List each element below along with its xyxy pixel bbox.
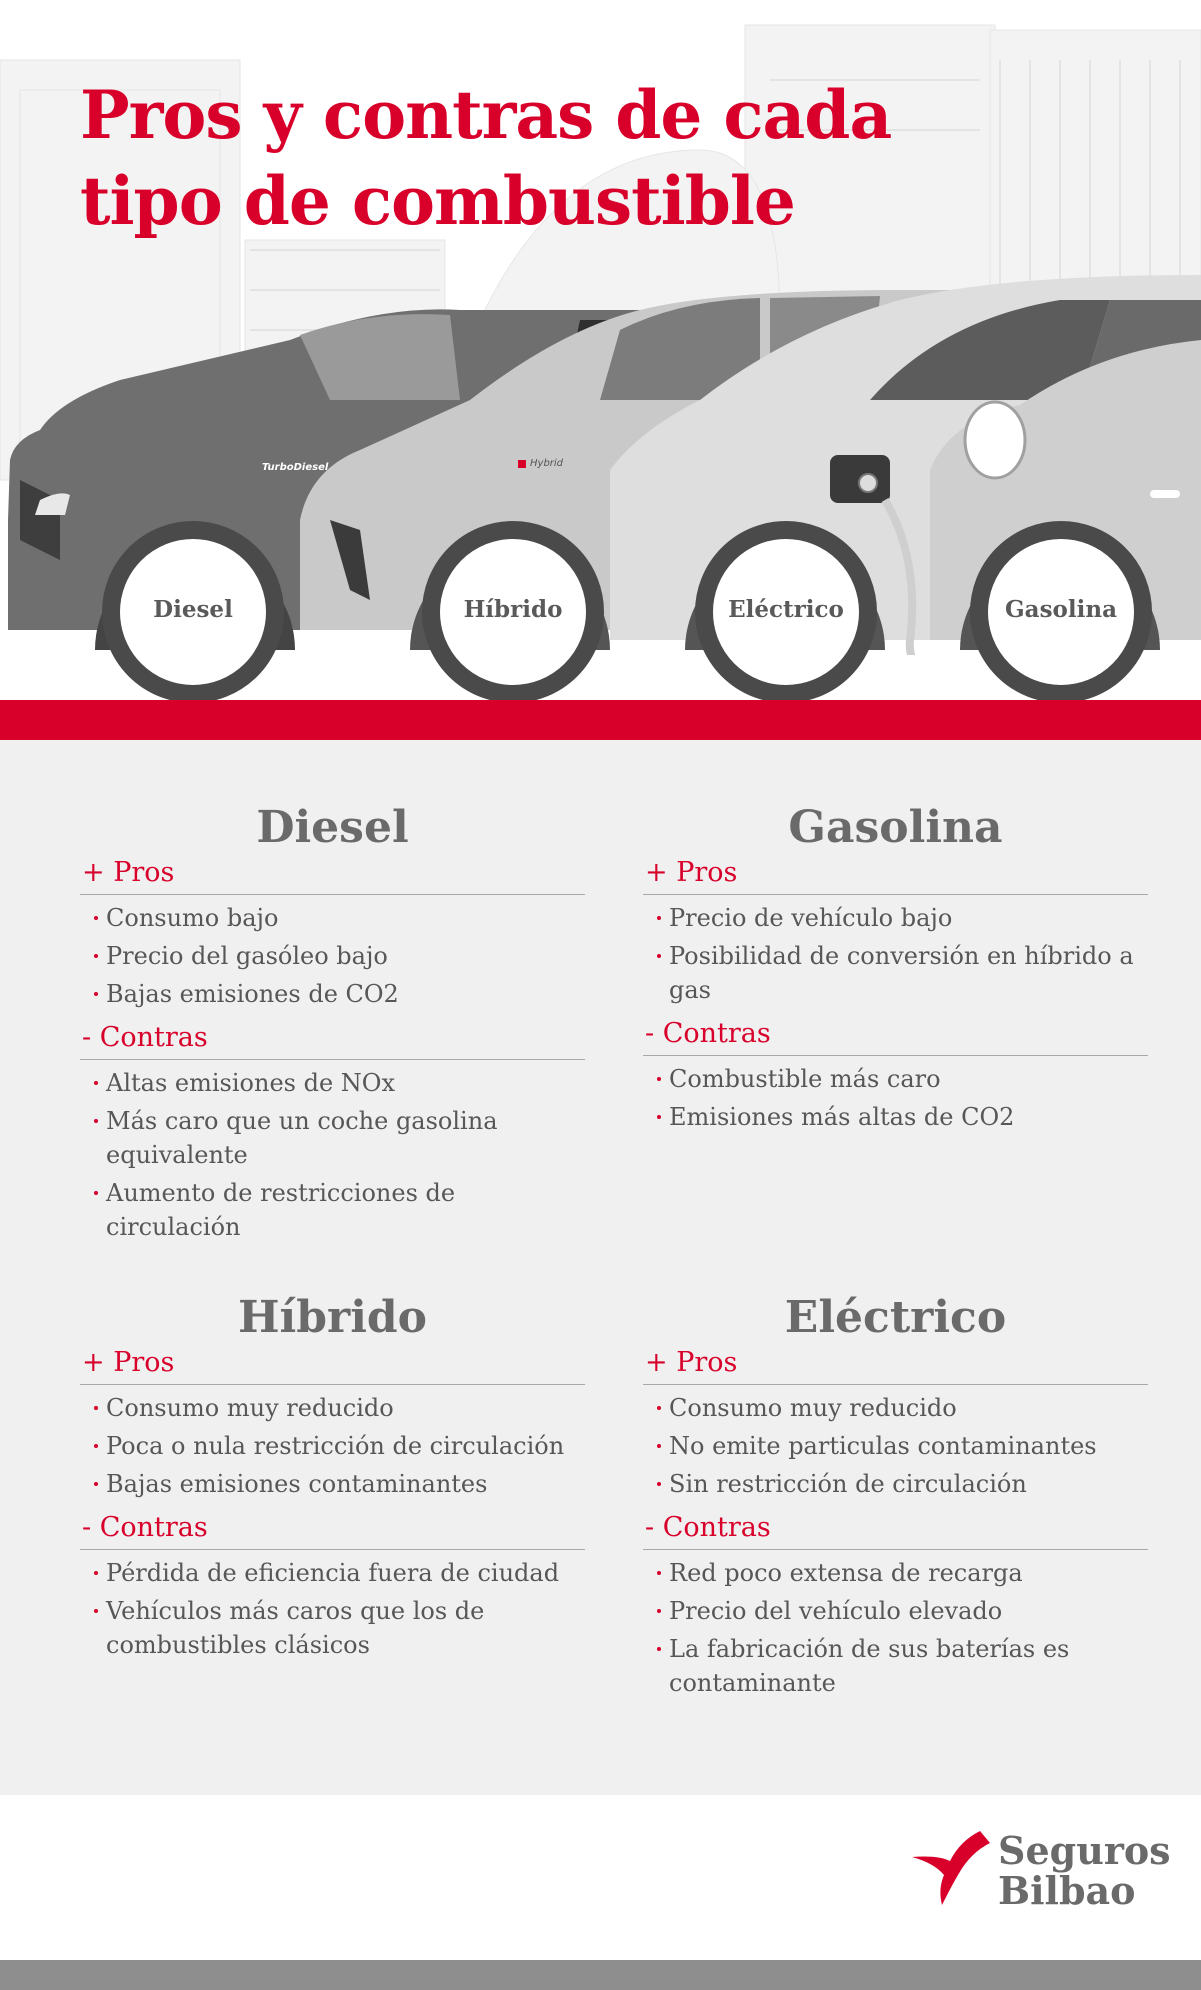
list-item: Combustible más caro [655,1062,1148,1096]
contras-list [80,1556,585,1662]
pros-heading: + Pros [643,856,1148,895]
contras-heading: - Contras [80,1021,585,1060]
pros-list [80,1391,585,1501]
contras-heading: - Contras [80,1511,585,1550]
list-item: Bajas emisiones contaminantes [92,1467,585,1501]
hero-illustration [0,0,1201,700]
bottom-bar [0,1960,1201,1990]
contras-heading: - Contras [643,1017,1148,1056]
pros-heading: + Pros [80,856,585,895]
card-title: Híbrido [237,1292,428,1343]
list-item: Precio del vehículo elevado [655,1594,1148,1628]
list-item: Red poco extensa de recarga [655,1556,1148,1590]
brand-logo-text [998,1828,1171,1913]
card-hibrido [80,1290,585,1666]
pros-list [80,901,585,1011]
pros-list [643,1391,1148,1501]
list-item: Altas emisiones de NOx [92,1066,585,1100]
brand-line-1: Seguros [998,1828,1171,1873]
list-item: Bajas emisiones de CO2 [92,977,585,1011]
list-item: Pérdida de eficiencia fuera de ciudad [92,1556,585,1590]
title-line-1: Pros y contras de cada [80,76,892,154]
list-item: No emite particulas contaminantes [655,1429,1148,1463]
seguros-bilbao-logo-icon [908,1827,990,1907]
list-item: Sin restricción de circulación [655,1467,1148,1501]
list-item: Consumo muy reducido [92,1391,585,1425]
comparison-panel [0,740,1201,1795]
list-item: Aumento de restricciones de circulación [92,1176,585,1244]
wheel-label-diesel: Diesel [153,596,233,623]
card-title: Diesel [256,802,409,853]
wheel-label-electrico: Eléctrico [728,596,844,623]
list-item: Emisiones más altas de CO2 [655,1100,1148,1134]
pros-heading: + Pros [80,1346,585,1385]
list-item: Vehículos más caros que los de combustibles clásicos [92,1594,585,1662]
turbodiesel-badge: TurboDiesel [262,462,329,473]
hybrid-badge: Hybrid [530,458,564,469]
pros-list [643,901,1148,1007]
card-diesel [80,800,585,1248]
list-item: Posibilidad de conversión en híbrido a gas [655,939,1148,1007]
list-item: Poca o nula restricción de circulación [92,1429,585,1463]
page-title [80,72,891,244]
card-gasolina [643,800,1148,1138]
list-item: Precio del gasóleo bajo [92,939,585,973]
list-item: Precio de vehículo bajo [655,901,1148,935]
wheel-label-hibrido: Híbrido [463,596,563,623]
red-divider [0,700,1201,740]
card-title: Eléctrico [784,1292,1007,1343]
list-item: La fabricación de sus baterías es contaminante [655,1632,1148,1700]
footer [0,1795,1201,1960]
contras-heading: - Contras [643,1511,1148,1550]
wheel-label-gasolina: Gasolina [1005,596,1117,623]
title-line-2: tipo de combustible [80,162,795,240]
contras-list [643,1556,1148,1700]
brand-line-2: Bilbao [998,1868,1136,1913]
list-item: Consumo bajo [92,901,585,935]
list-item: Más caro que un coche gasolina equivalente [92,1104,585,1172]
contras-list [80,1066,585,1244]
contras-list [643,1062,1148,1134]
card-electrico [643,1290,1148,1704]
card-title: Gasolina [788,802,1003,853]
pros-heading: + Pros [643,1346,1148,1385]
list-item: Consumo muy reducido [655,1391,1148,1425]
